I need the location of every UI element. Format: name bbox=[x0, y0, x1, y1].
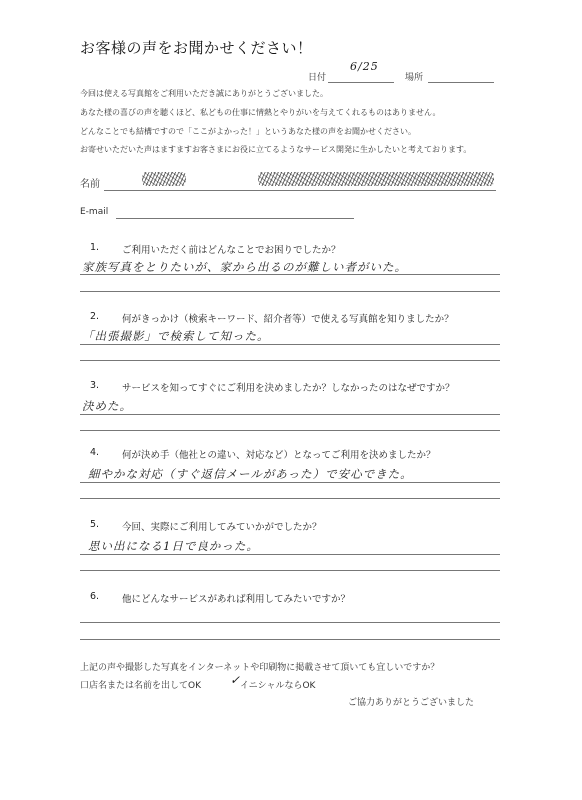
answer-3-line-1 bbox=[80, 414, 500, 415]
answer-1: 家族写真をとりたいが、家から出るのが難しい者がいた。 bbox=[82, 260, 407, 274]
redacted-name-1 bbox=[142, 172, 186, 186]
answer-3-line-2 bbox=[80, 430, 500, 431]
question-1-number: 1. bbox=[90, 242, 100, 253]
question-6-number: 6. bbox=[90, 591, 100, 602]
intro-line-4: お寄せいただいた声はますますお客さまにお役に立てるようなサービス開発に生かしたいと考えております。 bbox=[80, 145, 472, 154]
thanks-text: ご協力ありがとうございました bbox=[348, 698, 475, 708]
answer-2: 「出張撮影」で検索して知った。 bbox=[82, 329, 270, 343]
answer-4-line-1 bbox=[80, 482, 500, 483]
answer-2-line-2 bbox=[80, 360, 500, 361]
answer-5: 思い出になる1日で良かった。 bbox=[88, 539, 259, 553]
date-label: 日付 bbox=[308, 73, 327, 83]
intro-line-1: 今回は使える写真館をご利用いただき誠にありがとうございました。 bbox=[80, 89, 328, 98]
answer-4-line-2 bbox=[80, 498, 500, 499]
answer-6-line-2 bbox=[80, 639, 500, 640]
question-5-number: 5. bbox=[90, 519, 100, 530]
question-4-number: 4. bbox=[90, 447, 100, 458]
consent-option-initials: イニシャルならOK bbox=[240, 681, 316, 691]
date-value: 6/25 bbox=[350, 60, 379, 73]
question-3-text: サービスを知ってすぐにご利用を決めましたか？しなかったのはなぜですか？ bbox=[122, 383, 455, 394]
check-mark-icon: ✓ bbox=[230, 673, 242, 687]
redacted-name-2 bbox=[258, 172, 494, 186]
question-6-text: 他にどんなサービスがあれば利用してみたいですか？ bbox=[122, 594, 351, 605]
question-4-text: 何が決め手（他社との違い、対応など）となってご利用を決めましたか？ bbox=[122, 450, 436, 461]
question-2-text: 何がきっかけ（検索キーワード、紹介者等）で使える写真館を知りましたか？ bbox=[122, 314, 454, 325]
intro-line-2: あなた様の喜びの声を聴くほど、私どもの仕事に情熱とやりがいを与えてくれるものはありません。 bbox=[80, 108, 441, 117]
page-title: お客様の声をお聞かせください！ bbox=[80, 39, 313, 57]
answer-3: 決めた。 bbox=[82, 399, 132, 413]
answer-6-line-1 bbox=[80, 622, 500, 623]
answer-5-line-2 bbox=[80, 570, 500, 571]
question-2-number: 2. bbox=[90, 311, 100, 322]
place-label: 場所 bbox=[405, 73, 424, 83]
answer-5-line-1 bbox=[80, 554, 500, 555]
consent-question: 上記の声や撮影した写真をインターネットや印刷物に掲載させて頂いても宜しいですか？ bbox=[80, 663, 440, 673]
name-label: 名前 bbox=[80, 179, 100, 190]
date-underline bbox=[328, 82, 394, 83]
intro-line-3: どんなことでも結構ですので「ここがよかった！」というあなた様の声をお聞かせください。 bbox=[80, 127, 416, 136]
answer-2-line-1 bbox=[80, 344, 500, 345]
question-5-text: 今回、実際にご利用してみていかがでしたか？ bbox=[122, 522, 322, 533]
question-1-text: ご利用いただく前はどんなことでお困りでしたか？ bbox=[122, 245, 341, 256]
email-underline bbox=[116, 218, 354, 219]
answer-4: 細やかな対応（すぐ返信メールがあった）で安心できた。 bbox=[88, 467, 413, 481]
name-underline bbox=[104, 190, 496, 191]
consent-option-name: 口店名または名前を出してOK bbox=[80, 681, 201, 691]
question-3-number: 3. bbox=[90, 380, 100, 391]
answer-1-line-1 bbox=[80, 274, 500, 275]
answer-1-line-2 bbox=[80, 291, 500, 292]
email-label: E-mail bbox=[80, 207, 109, 217]
place-underline bbox=[428, 82, 494, 83]
